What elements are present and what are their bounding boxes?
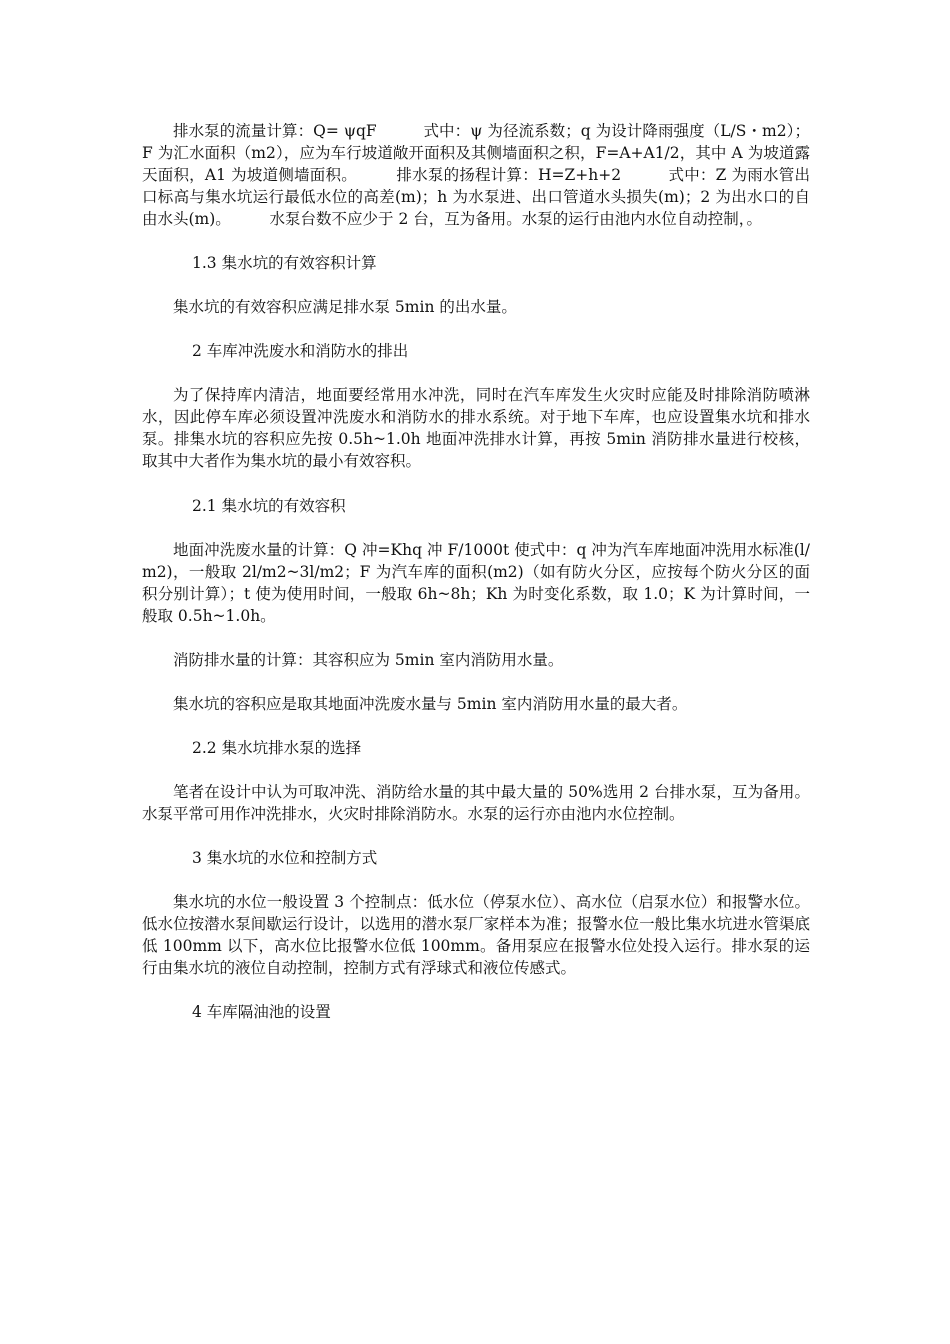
paragraph-pump-flow: 排水泵的流量计算：Q= ψqF 式中：ψ 为径流系数；q 为设计降雨强度（L/S・m2）；F 为汇水面积（m2），应为车行坡道敞开面积及其侧墙面积之积，F=A+A1/2，其中 A 为坡道露天面积，A1 为坡道侧墙面积。 排水泵的扬程计算：H=Z+h+2 式中：Z 为雨水管出口标高与集水坑运行最低水位的高差(m)；h 为水泵进、出口管道水头损失(m)；2 为出水口的自由水头(m)。 水泵台数不应少于 2 台，互为备用。水泵的运行由池内水位自动控制，。 bbox=[142, 122, 810, 228]
paragraph-pump-selection: 笔者在设计中认为可取冲洗、消防给水量的其中最大量的 50%选用 2 台排水泵，互为备用。水泵平常可用作冲洗排水，火灾时排除消防水。水泵的运行亦由池内水位控制。 bbox=[142, 783, 810, 823]
heading-2-1: 2.1 集水坑的有效容积 bbox=[192, 497, 346, 515]
paragraph-sump-volume: 集水坑的有效容积应满足排水泵 5min 的出水量。 bbox=[173, 298, 517, 316]
heading-2-2: 2.2 集水坑排水泵的选择 bbox=[192, 739, 362, 757]
paragraph-wash-water-calc: 地面冲洗废水量的计算：Q 冲=Khq 冲 F/1000t 使式中：q 冲为汽车库地面冲洗用水标准(l/m2)，一般取 2l/m2~3l/m2；F 为汽车库的面积(m2)（如有防火分区，应按每个防火分区的面积分别计算）；t 使为使用时间，一般取 6h~8h；Kh 为时变化系数，取 1.0；K 为计算时间，一般取 0.5h~1.0h。 bbox=[142, 541, 810, 625]
heading-1-3: 1.3 集水坑的有效容积计算 bbox=[192, 254, 377, 272]
paragraph-sump-max: 集水坑的容积应是取其地面冲洗废水量与 5min 室内消防用水量的最大者。 bbox=[173, 695, 688, 713]
document-body bbox=[142, 120, 810, 1023]
heading-3: 3 集水坑的水位和控制方式 bbox=[192, 849, 378, 867]
heading-2: 2 车库冲洗废水和消防水的排出 bbox=[192, 342, 409, 360]
heading-4: 4 车库隔油池的设置 bbox=[192, 1003, 331, 1021]
paragraph-fire-drain-calc: 消防排水量的计算：其容积应为 5min 室内消防用水量。 bbox=[173, 651, 564, 669]
paragraph-water-level-control: 集水坑的水位一般设置 3 个控制点：低水位（停泵水位）、高水位（启泵水位）和报警水位。低水位按潜水泵间歇运行设计，以选用的潜水泵厂家样本为准；报警水位一般比集水坑进水管渠底低 100mm 以下，高水位比报警水位低 100mm。备用泵应在报警水位处投入运行。排水泵的运行由集水坑的液位自动控制，控制方式有浮球式和液位传感式。 bbox=[142, 893, 810, 977]
paragraph-garage-washing: 为了保持库内清洁，地面要经常用水冲洗，同时在汽车库发生火灾时应能及时排除消防喷淋水，因此停车库必须设置冲洗废水和消防水的排水系统。对于地下车库，也应设置集水坑和排水泵。排集水坑的容积应先按 0.5h~1.0h 地面冲洗排水计算，再按 5min 消防排水量进行校核，取其中大者作为集水坑的最小有效容积。 bbox=[142, 386, 810, 470]
